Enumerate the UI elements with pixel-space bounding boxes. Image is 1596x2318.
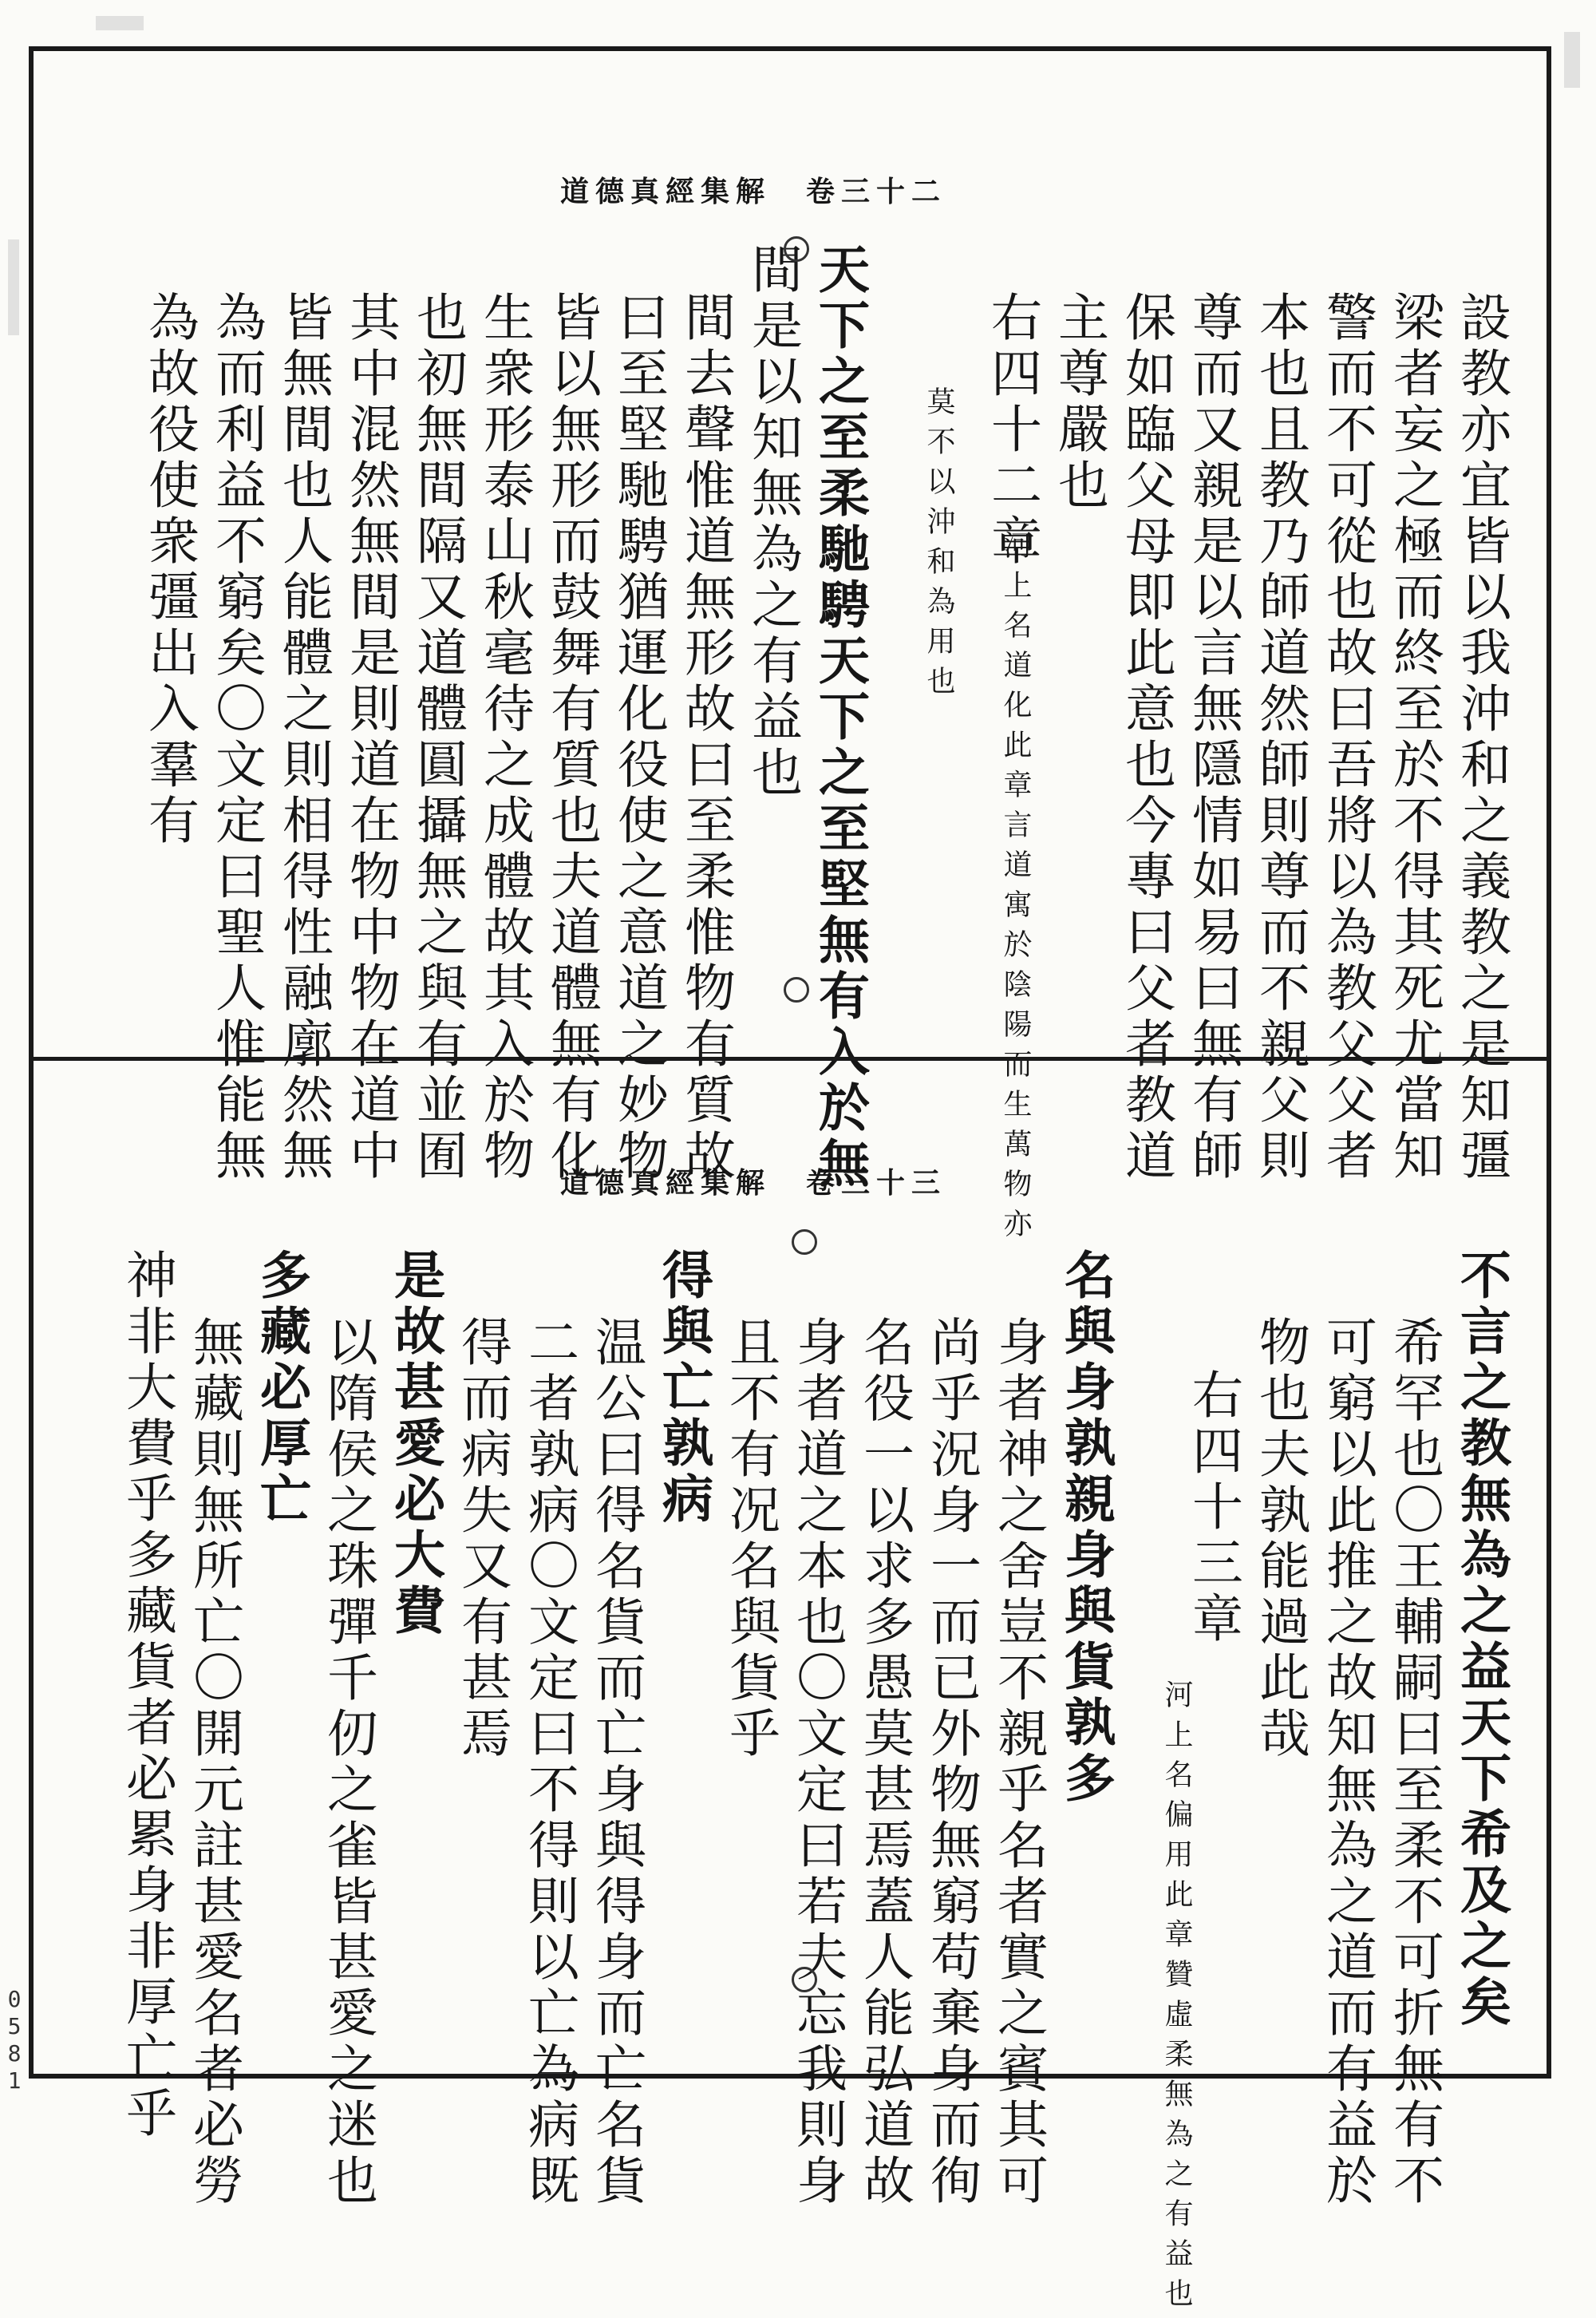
chapter-note xyxy=(881,386,958,706)
page-frame xyxy=(29,46,1551,2318)
text-column: 希罕也〇王輔嗣曰至柔不可折無有不 xyxy=(1385,1315,1444,2209)
text-column: 皆無間也人能體之則相得性融廓然無 xyxy=(274,291,333,1185)
top-folio: 道德真經集解 卷三十二 xyxy=(560,175,947,208)
scan-speck xyxy=(96,16,144,30)
text-column: 間是以知無為之有益也 xyxy=(743,243,802,801)
text-column: 本也且教乃師道然師則尊而不親父則 xyxy=(1250,291,1310,1185)
text-column: 為故役使衆彊出入羣有 xyxy=(140,291,199,849)
circle-mark-icon xyxy=(792,1229,817,1255)
text-column: 間去聲惟道無形故曰至柔惟物有質故 xyxy=(676,291,735,1185)
chapter-title: 右四十三章 xyxy=(1183,1368,1242,1648)
text-column: 設教亦宜皆以我沖和之義教之是知彊 xyxy=(1452,291,1511,1185)
text-column: 神非大費乎多藏貨者必累身非厚亡乎 xyxy=(117,1248,176,2142)
note-line: 河上名道化此章言道 xyxy=(999,530,1032,889)
text-column: 尊而又親是以言無隱情如易曰無有師 xyxy=(1183,291,1242,1185)
text-column: 生衆形泰山秋毫待之成體故其入於物 xyxy=(475,291,534,1185)
text-column: 且不有况名與貨乎 xyxy=(721,1315,780,1762)
page-number: 0581 xyxy=(7,1986,22,2094)
text-column: 二者孰病〇文定曰不得則以亡為病既 xyxy=(519,1315,579,2209)
text-column: 多藏必厚亡 xyxy=(251,1248,311,1528)
half-divider xyxy=(34,1057,1547,1061)
text-column: 名役一以求多愚莫甚焉蓋人能弘道故 xyxy=(855,1315,914,2209)
text-column: 得與亡孰病 xyxy=(654,1248,713,1528)
text-column: 以隋侯之珠彈千仞之雀皆甚愛之迷也 xyxy=(318,1315,377,2209)
text-column: 名與身孰親身與貨孰多 xyxy=(1056,1248,1116,1807)
bottom-text-block xyxy=(113,1248,1515,2318)
text-column: 主尊嚴也 xyxy=(1049,291,1108,514)
text-column: 曰至堅馳騁猶運化役使之意道之妙物 xyxy=(609,291,668,1185)
text-column: 身者神之舍豈不親乎名者實之賓其可 xyxy=(989,1315,1048,2209)
text-column: 尚乎況身一而已外物無窮苟棄身而徇 xyxy=(922,1315,981,2209)
chapter-heading xyxy=(978,291,1045,1057)
text-column: 無藏則無所亡〇開元註甚愛名者必勞 xyxy=(184,1315,243,2209)
scan-speck xyxy=(1564,32,1580,88)
text-column: 其中混然無間是則道在物中物在道中 xyxy=(341,291,400,1185)
bottom-folio: 道德真經集解 卷三十三 xyxy=(560,1166,947,1200)
text-column: 是故甚愛必大費 xyxy=(385,1248,445,1640)
text-column: 不言之教無為之益天下希及之矣 xyxy=(1452,1248,1511,2031)
text-column: 皆以無形而鼓舞有質也夫道體無有化 xyxy=(542,291,601,1185)
chapter-title: 右四十二章 xyxy=(982,291,1041,570)
text-column: 物也夫孰能過此哉 xyxy=(1250,1315,1310,1762)
text-column: 梁者妄之極而終至於不得其死尤當知 xyxy=(1385,291,1444,1185)
note-line: 虛柔無為之有益也 xyxy=(1160,1999,1193,2318)
note-line: 和為用也 xyxy=(922,546,955,706)
text-column: 為而利益不窮矣〇文定曰聖人惟能無 xyxy=(207,291,266,1185)
text-column: 温公曰得名貨而亡身與得身而亡名貨 xyxy=(587,1315,646,2209)
scan-speck xyxy=(8,239,19,335)
note-line: 河上名偏用此章贊 xyxy=(1160,1679,1193,1999)
note-line: 寓於陰陽而生萬物亦 xyxy=(999,889,1032,1248)
text-column: 天下之至柔馳騁天下之至堅無有入於無 xyxy=(810,243,870,1193)
text-column: 也初無間隔又道體圓攝無之與有並囿 xyxy=(408,291,467,1185)
text-column: 身者道之本也〇文定曰若夫忘我則身 xyxy=(788,1315,847,2209)
text-column: 警而不可從也故曰吾將以為教父父者 xyxy=(1317,291,1377,1185)
circle-mark-icon xyxy=(784,977,809,1003)
circle-mark-icon xyxy=(784,236,809,262)
circle-mark-icon xyxy=(792,1967,817,1992)
text-column: 保如臨父母即此意也今專曰父者教道 xyxy=(1116,291,1175,1185)
text-column: 可窮以此推之故知無為之道而有益於 xyxy=(1317,1315,1377,2209)
note-line: 莫不以沖 xyxy=(922,386,955,546)
text-column: 得而病失又有甚焉 xyxy=(452,1315,512,1762)
